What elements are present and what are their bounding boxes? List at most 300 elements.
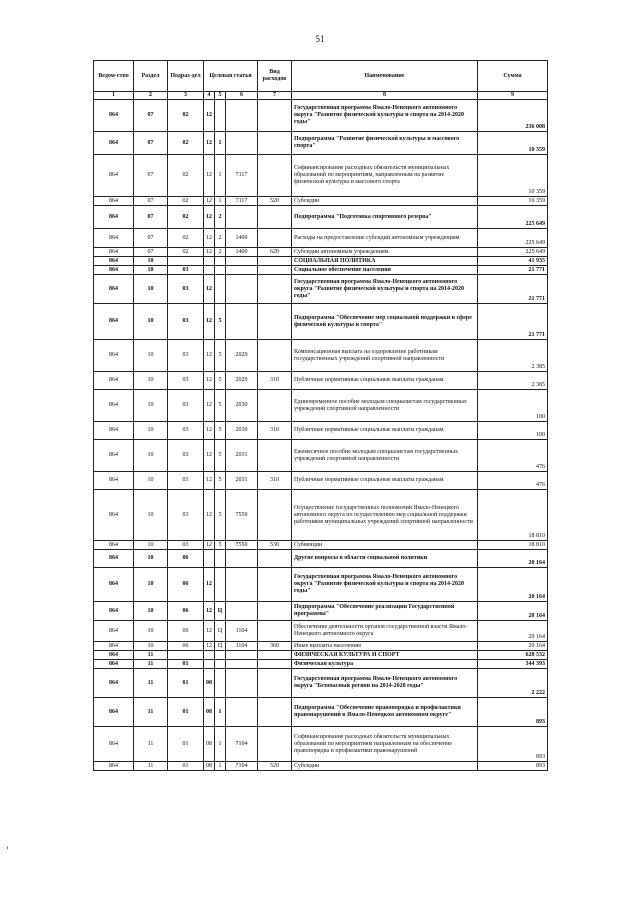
cell-vedomstvo: 864 <box>94 541 134 550</box>
cell-vid-raskhodov <box>258 669 292 698</box>
cell-razdel: 10 <box>134 390 168 422</box>
cell-razdel: 10 <box>134 275 168 304</box>
cell-target-subprogram: Ц <box>215 602 226 621</box>
cell-vid-raskhodov <box>258 257 292 266</box>
cell-target-direction <box>226 550 258 568</box>
cell-vedomstvo: 864 <box>94 472 134 490</box>
cell-razdel: 11 <box>134 727 168 762</box>
cell-target-direction: 2031 <box>226 440 258 472</box>
cell-vedomstvo: 864 <box>94 372 134 390</box>
cell-naimenovanie: Субвенции <box>292 541 478 550</box>
cell-vedomstvo: 864 <box>94 727 134 762</box>
cell-target-program: 12 <box>204 155 215 197</box>
cell-summa: 100 <box>478 390 548 422</box>
cell-vid-raskhodov <box>258 304 292 340</box>
table-row <box>94 642 548 651</box>
cell-podrazdel: 02 <box>168 100 204 132</box>
cell-summa: 18 810 <box>478 490 548 541</box>
cell-vedomstvo: 864 <box>94 669 134 698</box>
cell-target-program: 12 <box>204 206 215 229</box>
cell-target-program: 12 <box>204 275 215 304</box>
cell-podrazdel: 02 <box>168 229 204 248</box>
cell-target-direction: 7550 <box>226 490 258 541</box>
cell-razdel: 10 <box>134 340 168 372</box>
cell-vedomstvo: 864 <box>94 568 134 602</box>
cell-summa: 21 771 <box>478 266 548 275</box>
cell-vid-raskhodov <box>258 621 292 642</box>
cell-podrazdel: 03 <box>168 266 204 275</box>
table-row <box>94 550 548 568</box>
header-razdel: Раздел <box>134 61 168 92</box>
cell-razdel: 10 <box>134 602 168 621</box>
header-vedomstvo: Ведом-ство <box>94 61 134 92</box>
table-row <box>94 669 548 698</box>
cell-target-program <box>204 266 215 275</box>
cell-summa: 225 649 <box>478 206 548 229</box>
cell-vedomstvo: 864 <box>94 621 134 642</box>
header-number-row <box>94 92 548 100</box>
table-row <box>94 100 548 132</box>
cell-target-program: 12 <box>204 340 215 372</box>
cell-target-subprogram: 2 <box>215 248 226 257</box>
cell-naimenovanie: Субсидии <box>292 762 478 771</box>
cell-razdel: 10 <box>134 257 168 266</box>
cell-naimenovanie: Субсидии <box>292 197 478 206</box>
cell-naimenovanie: Обеспечение деятельности органов государственной власти Ямало-Ненецкого автономного округа <box>292 621 478 642</box>
cell-target-subprogram <box>215 568 226 602</box>
table-row <box>94 472 548 490</box>
cell-target-direction: 7104 <box>226 727 258 762</box>
cell-razdel: 10 <box>134 642 168 651</box>
cell-summa: 2 385 <box>478 340 548 372</box>
cell-target-subprogram: 1 <box>215 727 226 762</box>
cell-summa: 10 359 <box>478 132 548 155</box>
cell-naimenovanie: Субсидии автономным учреждениям <box>292 248 478 257</box>
cell-naimenovanie: Осуществление государственных полномочий Ямало-Ненецкого автономного округа по осуществлению мер социальной поддержки работников муниципальных учреждений спортивной направленности <box>292 490 478 541</box>
cell-target-direction: 7117 <box>226 197 258 206</box>
cell-summa: 2 222 <box>478 669 548 698</box>
cell-vedomstvo: 864 <box>94 660 134 669</box>
cell-target-direction <box>226 698 258 727</box>
cell-target-subprogram: 2 <box>215 206 226 229</box>
cell-target-program: 12 <box>204 621 215 642</box>
cell-podrazdel: 06 <box>168 602 204 621</box>
cell-target-subprogram: 5 <box>215 372 226 390</box>
cell-vid-raskhodov <box>258 155 292 197</box>
cell-target-program <box>204 257 215 266</box>
header-num-1: 1 <box>94 92 134 100</box>
cell-target-subprogram: 1 <box>215 155 226 197</box>
cell-target-subprogram <box>215 660 226 669</box>
cell-vedomstvo: 864 <box>94 602 134 621</box>
cell-target-program: 12 <box>204 642 215 651</box>
cell-target-program: 12 <box>204 304 215 340</box>
table-row <box>94 275 548 304</box>
cell-naimenovanie: Публичные нормативные социальные выплаты гражданам <box>292 422 478 440</box>
table-row <box>94 257 548 266</box>
cell-naimenovanie: Физическая культура <box>292 660 478 669</box>
cell-podrazdel: 02 <box>168 132 204 155</box>
header-num-6: 6 <box>226 92 258 100</box>
cell-target-direction <box>226 660 258 669</box>
cell-target-program: 12 <box>204 132 215 155</box>
cell-target-subprogram: 1 <box>215 132 226 155</box>
cell-summa: 476 <box>478 472 548 490</box>
cell-target-direction: 2030 <box>226 390 258 422</box>
cell-naimenovanie: Социальное обеспечение населения <box>292 266 478 275</box>
cell-naimenovanie: Государственная программа Ямало-Ненецкого автономного округа "Развитие физической культуры и спорта на 2014-2020 годы" <box>292 568 478 602</box>
header-num-8: 8 <box>292 92 478 100</box>
cell-summa: 21 771 <box>478 304 548 340</box>
cell-naimenovanie: Государственная программа Ямало-Ненецкого автономного округа "Развитие физической культуры и спорта на 2014-2020 годы" <box>292 100 478 132</box>
cell-target-subprogram: 5 <box>215 422 226 440</box>
cell-summa: 20 164 <box>478 602 548 621</box>
table-row <box>94 155 548 197</box>
header-naimenovanie: Наименование <box>292 61 478 92</box>
cell-target-direction: 1400 <box>226 248 258 257</box>
cell-vid-raskhodov <box>258 440 292 472</box>
cell-podrazdel: 06 <box>168 621 204 642</box>
cell-naimenovanie: Единовременное пособие молодым специалистам государственных учреждений спортивной направленности <box>292 390 478 422</box>
cell-summa: 476 <box>478 440 548 472</box>
table-row <box>94 762 548 771</box>
cell-target-program: 08 <box>204 727 215 762</box>
cell-target-subprogram <box>215 257 226 266</box>
cell-target-direction <box>226 275 258 304</box>
cell-target-program <box>204 651 215 660</box>
cell-podrazdel: 01 <box>168 660 204 669</box>
cell-razdel: 07 <box>134 206 168 229</box>
cell-target-program: 12 <box>204 229 215 248</box>
cell-vedomstvo: 864 <box>94 304 134 340</box>
cell-vid-raskhodov <box>258 229 292 248</box>
cell-naimenovanie: Публичные нормативные социальные выплаты гражданам <box>292 472 478 490</box>
cell-target-program: 12 <box>204 422 215 440</box>
cell-summa: 10 359 <box>478 155 548 197</box>
cell-vid-raskhodov <box>258 275 292 304</box>
cell-target-subprogram: Ц <box>215 642 226 651</box>
cell-razdel: 11 <box>134 651 168 660</box>
cell-podrazdel: 03 <box>168 541 204 550</box>
cell-target-subprogram <box>215 651 226 660</box>
cell-podrazdel: 06 <box>168 642 204 651</box>
cell-naimenovanie: Подпрограмма "Подготовка спортивного резерва" <box>292 206 478 229</box>
cell-target-subprogram <box>215 669 226 698</box>
cell-target-direction <box>226 304 258 340</box>
cell-target-direction: 2029 <box>226 372 258 390</box>
cell-vedomstvo: 864 <box>94 550 134 568</box>
cell-summa: 10 359 <box>478 197 548 206</box>
cell-target-program: 12 <box>204 390 215 422</box>
cell-vid-raskhodov <box>258 727 292 762</box>
cell-podrazdel: 03 <box>168 390 204 422</box>
cell-target-subprogram <box>215 275 226 304</box>
cell-target-subprogram: 5 <box>215 304 226 340</box>
cell-naimenovanie: Подпрограмма "Развитие физической культуры и массового спорта" <box>292 132 478 155</box>
cell-razdel: 10 <box>134 541 168 550</box>
cell-target-direction <box>226 100 258 132</box>
cell-naimenovanie: ФИЗИЧЕСКАЯ КУЛЬТУРА И СПОРТ <box>292 651 478 660</box>
cell-vid-raskhodov: 520 <box>258 762 292 771</box>
cell-summa: 225 649 <box>478 229 548 248</box>
cell-target-program: 08 <box>204 698 215 727</box>
cell-razdel: 10 <box>134 550 168 568</box>
cell-summa: 20 164 <box>478 621 548 642</box>
cell-podrazdel: 03 <box>168 275 204 304</box>
cell-naimenovanie: Публичные нормативные социальные выплаты гражданам <box>292 372 478 390</box>
cell-podrazdel: 03 <box>168 422 204 440</box>
table-row <box>94 197 548 206</box>
cell-razdel: 07 <box>134 100 168 132</box>
cell-naimenovanie: Ежемесячное пособие молодым специалистам государственных учреждений спортивной направленности <box>292 440 478 472</box>
header-num-5: 5 <box>215 92 226 100</box>
cell-summa: 20 164 <box>478 642 548 651</box>
cell-vid-raskhodov <box>258 340 292 372</box>
cell-summa: 21 771 <box>478 275 548 304</box>
cell-summa: 893 <box>478 762 548 771</box>
cell-vid-raskhodov <box>258 698 292 727</box>
table-row <box>94 568 548 602</box>
cell-target-subprogram <box>215 266 226 275</box>
cell-razdel: 10 <box>134 304 168 340</box>
cell-target-direction <box>226 257 258 266</box>
cell-vedomstvo: 864 <box>94 197 134 206</box>
table-row <box>94 621 548 642</box>
cell-target-program: 12 <box>204 472 215 490</box>
cell-vedomstvo: 864 <box>94 762 134 771</box>
cell-vid-raskhodov: 310 <box>258 372 292 390</box>
cell-target-direction: 1104 <box>226 642 258 651</box>
cell-target-direction: 7117 <box>226 155 258 197</box>
table-row <box>94 132 548 155</box>
table-row <box>94 304 548 340</box>
cell-vedomstvo: 864 <box>94 390 134 422</box>
cell-vedomstvo: 864 <box>94 206 134 229</box>
cell-target-direction <box>226 669 258 698</box>
cell-target-program <box>204 550 215 568</box>
cell-razdel: 10 <box>134 490 168 541</box>
table-row <box>94 390 548 422</box>
cell-razdel: 07 <box>134 197 168 206</box>
cell-summa: 236 008 <box>478 100 548 132</box>
cell-target-direction <box>226 132 258 155</box>
cell-razdel: 10 <box>134 621 168 642</box>
table-row <box>94 266 548 275</box>
cell-target-program: 12 <box>204 248 215 257</box>
cell-vedomstvo: 864 <box>94 257 134 266</box>
cell-target-direction <box>226 206 258 229</box>
cell-podrazdel: 01 <box>168 727 204 762</box>
cell-vid-raskhodov: 530 <box>258 541 292 550</box>
cell-target-direction: 7104 <box>226 762 258 771</box>
cell-vid-raskhodov: 360 <box>258 642 292 651</box>
cell-target-direction <box>226 568 258 602</box>
cell-target-direction: 2031 <box>226 472 258 490</box>
cell-target-subprogram: 5 <box>215 340 226 372</box>
cell-vedomstvo: 864 <box>94 340 134 372</box>
table-row <box>94 651 548 660</box>
cell-vedomstvo: 864 <box>94 229 134 248</box>
cell-naimenovanie: Расходы на предоставление субсидий автономным учреждениям <box>292 229 478 248</box>
cell-razdel: 10 <box>134 472 168 490</box>
cell-target-program: 08 <box>204 669 215 698</box>
cell-target-program: 12 <box>204 568 215 602</box>
cell-target-subprogram: 1 <box>215 197 226 206</box>
cell-podrazdel: 03 <box>168 372 204 390</box>
table-row <box>94 660 548 669</box>
cell-podrazdel: 03 <box>168 490 204 541</box>
cell-vedomstvo: 864 <box>94 248 134 257</box>
cell-vid-raskhodov: 520 <box>258 197 292 206</box>
cell-naimenovanie: СОЦИАЛЬНАЯ ПОЛИТИКА <box>292 257 478 266</box>
table-row <box>94 727 548 762</box>
header-tselevaya-statya: Целевая статья <box>204 61 258 92</box>
cell-razdel: 11 <box>134 660 168 669</box>
cell-podrazdel: 03 <box>168 472 204 490</box>
cell-target-direction <box>226 266 258 275</box>
cell-vedomstvo: 864 <box>94 275 134 304</box>
cell-summa: 893 <box>478 698 548 727</box>
cell-summa: 20 164 <box>478 550 548 568</box>
cell-target-subprogram <box>215 100 226 132</box>
cell-vid-raskhodov <box>258 651 292 660</box>
table-row <box>94 541 548 550</box>
cell-vid-raskhodov: 310 <box>258 472 292 490</box>
cell-naimenovanie: Софинансирование расходных обязательств муниципальных образований по мероприятиям направленным на обеспечение правопорядка и профилактики правонарушений <box>292 727 478 762</box>
cell-vedomstvo: 864 <box>94 651 134 660</box>
cell-podrazdel: 03 <box>168 340 204 372</box>
cell-target-subprogram: Ц <box>215 621 226 642</box>
cell-target-program: 12 <box>204 541 215 550</box>
table-row <box>94 490 548 541</box>
header-row <box>94 61 548 92</box>
cell-naimenovanie: Государственная программа Ямало-Ненецкого автономного округа "Развитие физической культуры и спорта на 2014-2020 годы" <box>292 275 478 304</box>
cell-target-subprogram: 5 <box>215 440 226 472</box>
cell-podrazdel <box>168 651 204 660</box>
cell-razdel: 11 <box>134 669 168 698</box>
cell-razdel: 07 <box>134 132 168 155</box>
cell-naimenovanie: Подпрограмма "Обеспечение мер социальной поддержки в сфере физической культуры и спорта" <box>292 304 478 340</box>
header-num-3: 3 <box>168 92 204 100</box>
cell-target-subprogram: 1 <box>215 762 226 771</box>
cell-summa: 225 649 <box>478 248 548 257</box>
table-row <box>94 440 548 472</box>
cell-naimenovanie: Государственная программа Ямало-Ненецкого автономного округа "Безопасный регион на 2014-2020 годы" <box>292 669 478 698</box>
cell-razdel: 11 <box>134 762 168 771</box>
cell-target-program <box>204 660 215 669</box>
table-row <box>94 206 548 229</box>
cell-naimenovanie: Другие вопросы в области социальной политики <box>292 550 478 568</box>
cell-target-program: 12 <box>204 490 215 541</box>
cell-vid-raskhodov <box>258 660 292 669</box>
cell-target-subprogram: 1 <box>215 698 226 727</box>
cell-naimenovanie: Софинансирование расходных обязательств муниципальных образований по мероприятиям, направленным на развитие физической культуры и массового спорта <box>292 155 478 197</box>
page-number: 51 <box>315 34 325 44</box>
cell-summa: 344 393 <box>478 660 548 669</box>
cell-podrazdel: 01 <box>168 762 204 771</box>
cell-summa: 18 810 <box>478 541 548 550</box>
budget-table <box>93 60 548 771</box>
cell-podrazdel <box>168 257 204 266</box>
cell-podrazdel: 06 <box>168 568 204 602</box>
cell-summa: 41 935 <box>478 257 548 266</box>
cell-podrazdel: 02 <box>168 197 204 206</box>
cell-naimenovanie: Подпрограмма "Обеспечение реализации Государственной программы" <box>292 602 478 621</box>
cell-podrazdel: 01 <box>168 669 204 698</box>
cell-vedomstvo: 864 <box>94 422 134 440</box>
header-num-2: 2 <box>134 92 168 100</box>
cell-target-subprogram: 5 <box>215 541 226 550</box>
header-num-9: 9 <box>478 92 548 100</box>
table-row <box>94 372 548 390</box>
cell-naimenovanie: Подпрограмма "Обеспечение правопорядка и профилактики правонарушений в Ямало-Ненецком автономном округе" <box>292 698 478 727</box>
cell-razdel: 10 <box>134 422 168 440</box>
cell-vid-raskhodov <box>258 132 292 155</box>
cell-vid-raskhodov: 310 <box>258 422 292 440</box>
cell-vid-raskhodov <box>258 602 292 621</box>
cell-target-direction: 1400 <box>226 229 258 248</box>
cell-summa: 893 <box>478 727 548 762</box>
cell-target-subprogram: 5 <box>215 490 226 541</box>
cell-razdel: 10 <box>134 568 168 602</box>
margin-mark: › <box>6 843 9 852</box>
cell-vid-raskhodov <box>258 390 292 422</box>
cell-target-program: 08 <box>204 762 215 771</box>
cell-razdel: 10 <box>134 372 168 390</box>
header-summa: Сумма <box>478 61 548 92</box>
table-row <box>94 248 548 257</box>
cell-target-direction <box>226 651 258 660</box>
table-row <box>94 340 548 372</box>
cell-target-direction: 2029 <box>226 340 258 372</box>
cell-vedomstvo: 864 <box>94 100 134 132</box>
cell-vid-raskhodov <box>258 490 292 541</box>
cell-vedomstvo: 864 <box>94 266 134 275</box>
header-podrazdel: Подраз-дел <box>168 61 204 92</box>
cell-target-program: 12 <box>204 372 215 390</box>
cell-target-direction <box>226 602 258 621</box>
cell-target-program: 12 <box>204 100 215 132</box>
cell-vid-raskhodov <box>258 266 292 275</box>
cell-vedomstvo: 864 <box>94 698 134 727</box>
cell-target-subprogram: 5 <box>215 390 226 422</box>
header-num-7: 7 <box>258 92 292 100</box>
cell-podrazdel: 01 <box>168 698 204 727</box>
table-row <box>94 698 548 727</box>
header-vid-raskhodov: Вид расходов <box>258 61 292 92</box>
cell-vid-raskhodov <box>258 206 292 229</box>
cell-target-subprogram: 5 <box>215 472 226 490</box>
cell-target-direction: 2030 <box>226 422 258 440</box>
header-num-4: 4 <box>204 92 215 100</box>
cell-target-program: 12 <box>204 602 215 621</box>
cell-podrazdel: 02 <box>168 248 204 257</box>
cell-vid-raskhodov <box>258 100 292 132</box>
cell-target-direction: 7550 <box>226 541 258 550</box>
cell-vid-raskhodov: 620 <box>258 248 292 257</box>
cell-podrazdel: 03 <box>168 440 204 472</box>
cell-target-program: 12 <box>204 197 215 206</box>
cell-vedomstvo: 864 <box>94 155 134 197</box>
cell-summa: 2 385 <box>478 372 548 390</box>
cell-vedomstvo: 864 <box>94 642 134 651</box>
cell-summa: 628 532 <box>478 651 548 660</box>
cell-target-program: 12 <box>204 440 215 472</box>
cell-target-subprogram: 2 <box>215 229 226 248</box>
cell-vid-raskhodov <box>258 550 292 568</box>
cell-podrazdel: 02 <box>168 206 204 229</box>
cell-vid-raskhodov <box>258 568 292 602</box>
